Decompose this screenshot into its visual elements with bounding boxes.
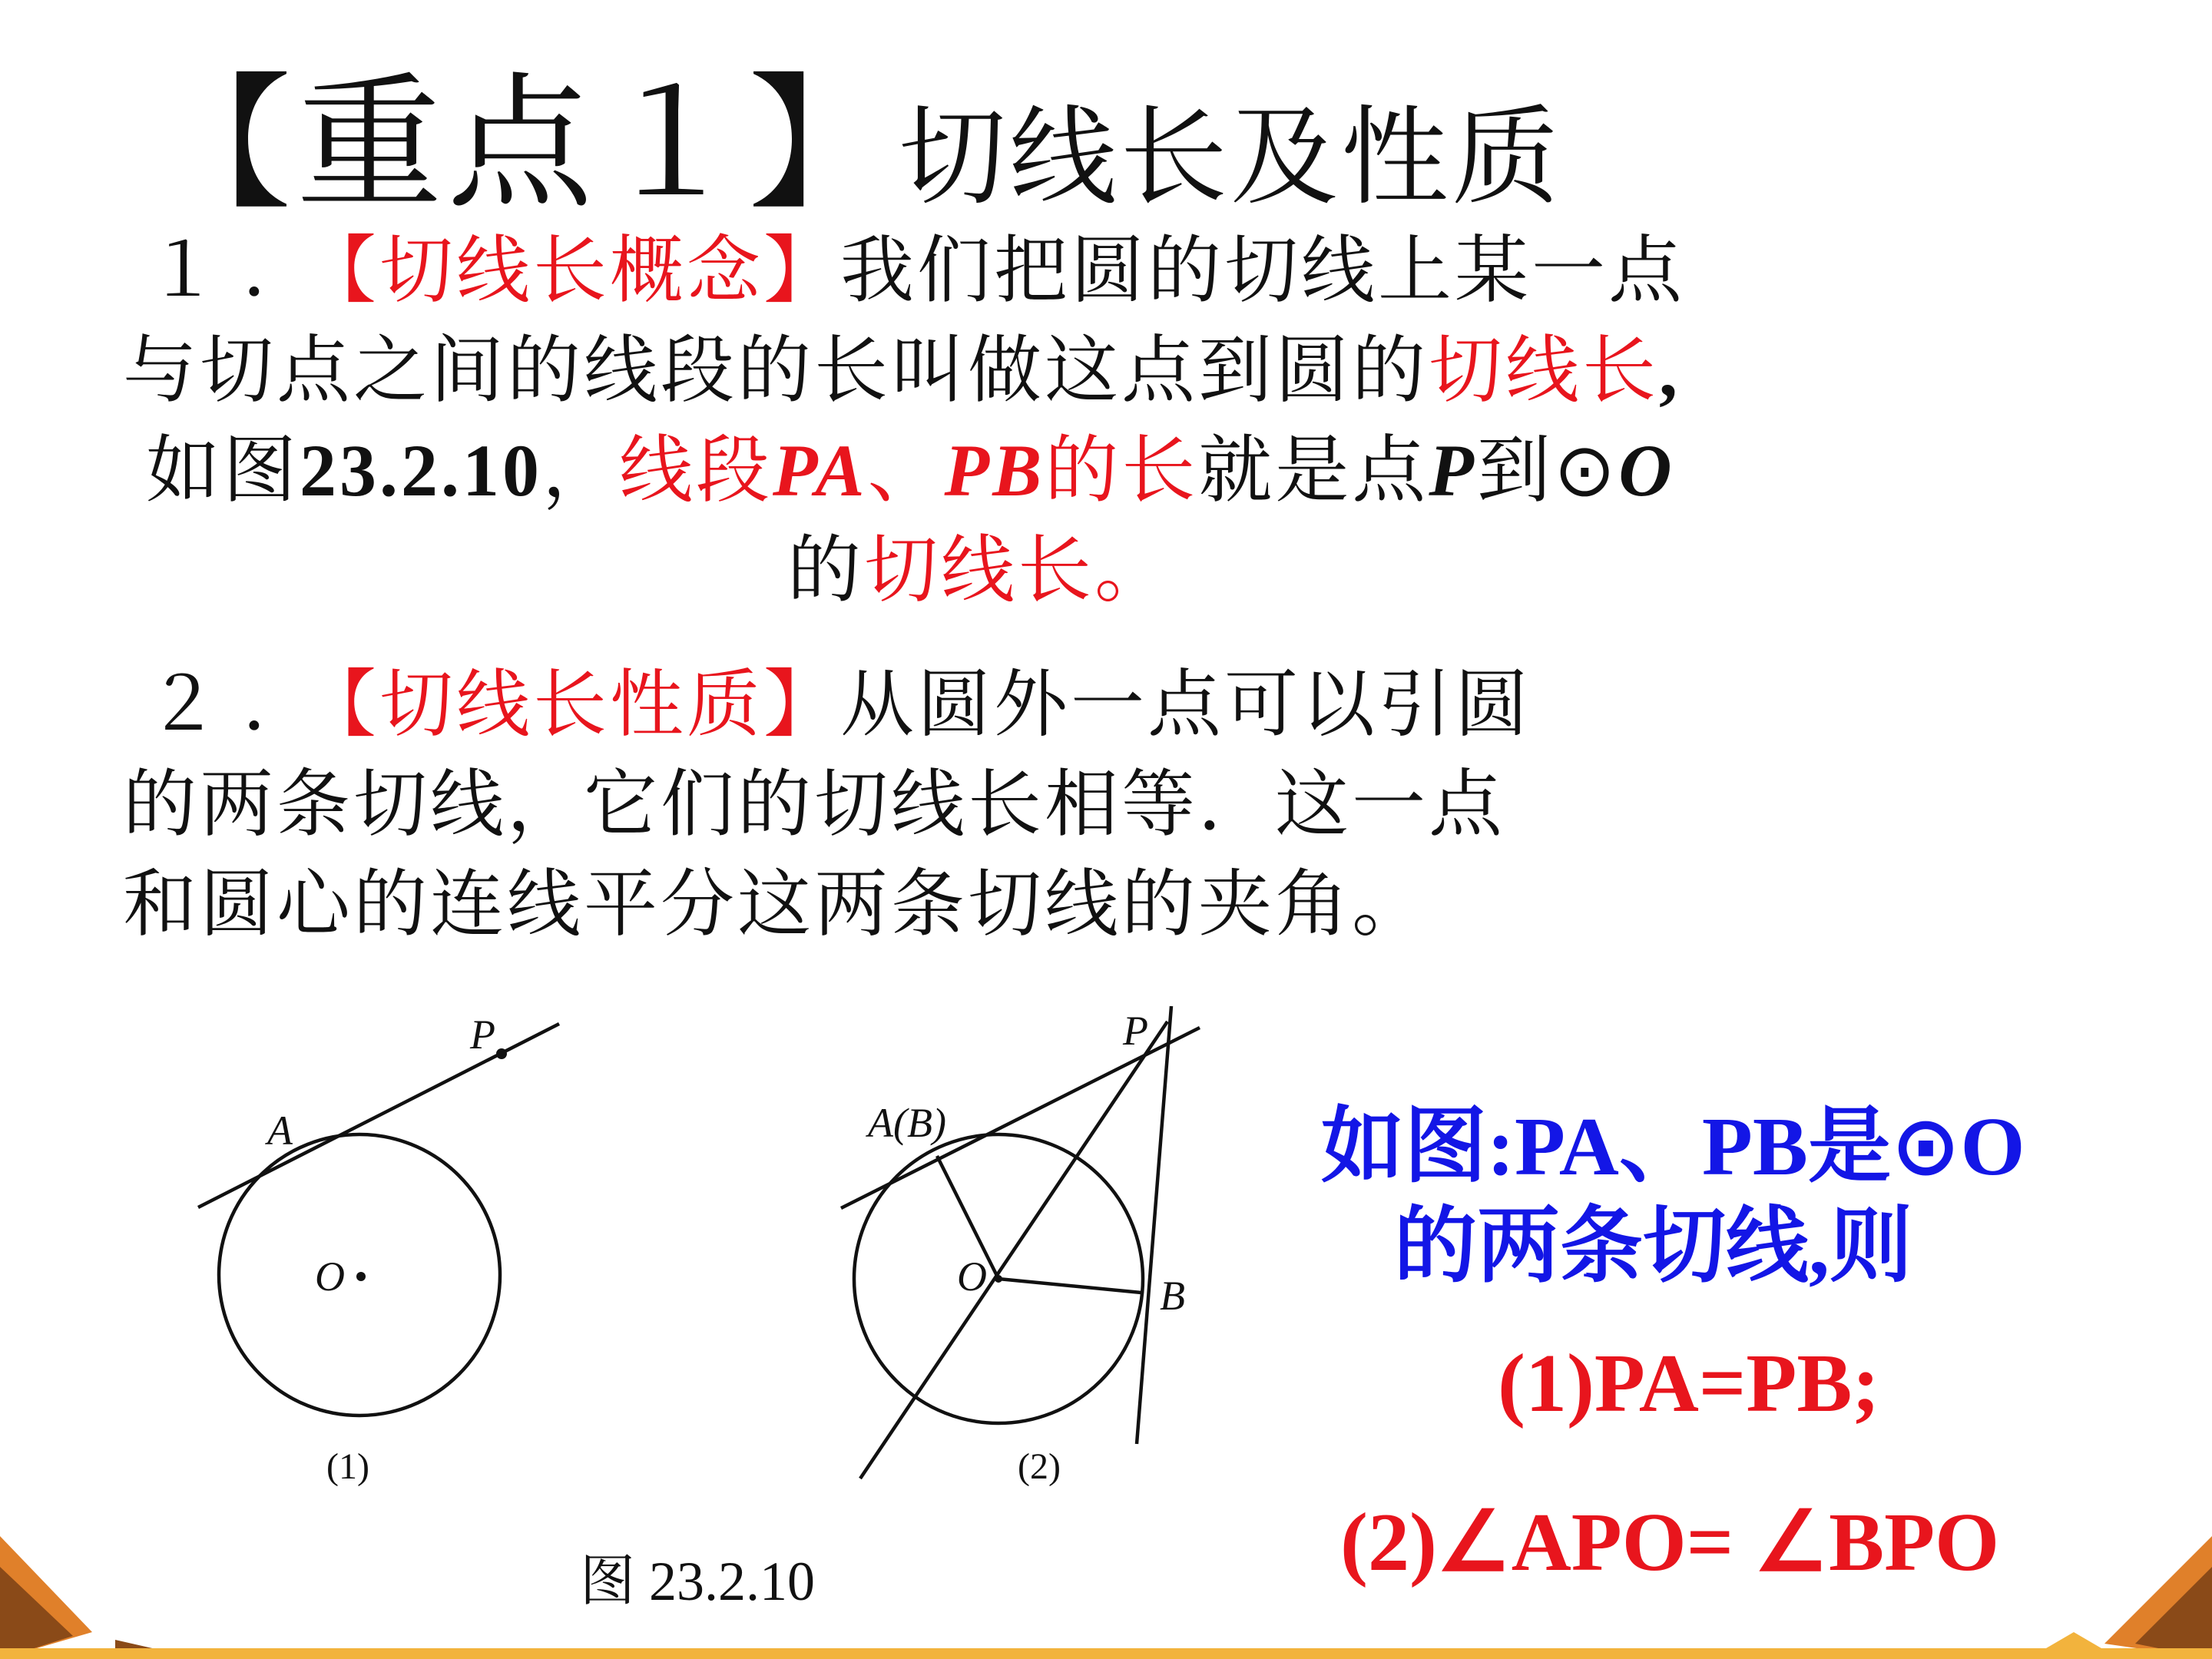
section1-label: 【切线长概念】 — [339, 227, 840, 313]
conclusion-line2-b: ,则 — [1809, 1201, 1913, 1293]
section2-line3: 和圆心的连线平分这两条切线的夹角。 — [123, 861, 1429, 947]
fig2-label-ab: A(B) — [868, 1100, 946, 1146]
segment-pa: PA — [773, 429, 868, 512]
fig1-label-p: P — [470, 1012, 495, 1058]
fig1-label-o: O — [315, 1253, 345, 1300]
conclusion-line1-b: :PA、PB — [1487, 1101, 1808, 1193]
fig2-sublabel: (2) — [1018, 1446, 1061, 1487]
fig2-tangent-b — [1137, 1006, 1171, 1444]
fig2-line-po — [860, 1022, 1167, 1479]
figure-1 — [198, 1024, 559, 1416]
fig2-label-b: B — [1160, 1273, 1185, 1319]
conclusion-line1-a: 如图 — [1321, 1098, 1488, 1194]
conclusion-line2 — [1394, 1179, 1912, 1298]
figure-ref: 23.2.10 — [300, 429, 542, 512]
fig1-label-a: A — [267, 1108, 293, 1154]
fig2-label-p: P — [1123, 1008, 1148, 1054]
figure-caption: 图 23.2.10 — [580, 1551, 816, 1612]
segment-sep: 、 — [867, 427, 945, 513]
section1-line4-red: 切线长。 — [864, 527, 1171, 613]
segment-word: 线段 — [619, 427, 773, 513]
section2-line2: 的两条切线，它们的切线长相等．这一点 — [123, 761, 1505, 847]
title-prefix: 【重点１】 — [146, 59, 899, 229]
conclusion-line1-o: O — [1960, 1101, 2025, 1193]
result-2: (2)∠APO= ∠BPO — [1340, 1497, 2000, 1588]
section1-line3-b: 就是点 — [1198, 427, 1429, 513]
section1-line3-a: 如图 — [146, 427, 300, 513]
section1-line2-end: , — [1659, 329, 1681, 412]
fig2-label-o: O — [957, 1253, 987, 1300]
decor-bottom-bar — [0, 1648, 2212, 1659]
fig1-point-p — [496, 1048, 507, 1059]
section1-line1-text: 我们把圆的切线上某一点 — [840, 227, 1685, 313]
fig1-point-o — [356, 1272, 366, 1281]
fig2-radius-b — [998, 1279, 1141, 1293]
point-p-label: P — [1429, 429, 1477, 512]
section1-number: １． — [146, 227, 339, 313]
section1-line4-a: 的 — [787, 527, 864, 613]
section2-number: ２． — [146, 661, 339, 747]
bottom-decoration — [0, 1521, 2212, 1659]
section1-comma: ， — [542, 427, 619, 513]
figure-2 — [841, 1006, 1200, 1479]
conclusion-line2-a: 的两条切线 — [1394, 1198, 1810, 1294]
title-text: 切线长及性质 — [899, 95, 1563, 220]
circle-o-label: O — [1618, 429, 1675, 512]
segment-length-word: 的长 — [1045, 427, 1199, 513]
segment-pb: PB — [944, 429, 1045, 512]
section2-label: 【切线长性质】 — [339, 661, 840, 747]
conclusion-line1-c: 是⊙ — [1807, 1098, 1961, 1194]
fig2-point-o — [995, 1275, 1002, 1283]
section2-line1-text: 从圆外一点可以引圆 — [840, 661, 1532, 747]
tangent-length-term: 切线长 — [1429, 327, 1659, 413]
section1-line2-text: 与切点之间的线段的长叫做这点到圆的 — [123, 327, 1429, 413]
result-1: (1)PA=PB; — [1498, 1338, 1880, 1429]
section1-line3-c: 到⊙ — [1476, 427, 1619, 513]
fig1-sublabel: (1) — [326, 1446, 369, 1487]
